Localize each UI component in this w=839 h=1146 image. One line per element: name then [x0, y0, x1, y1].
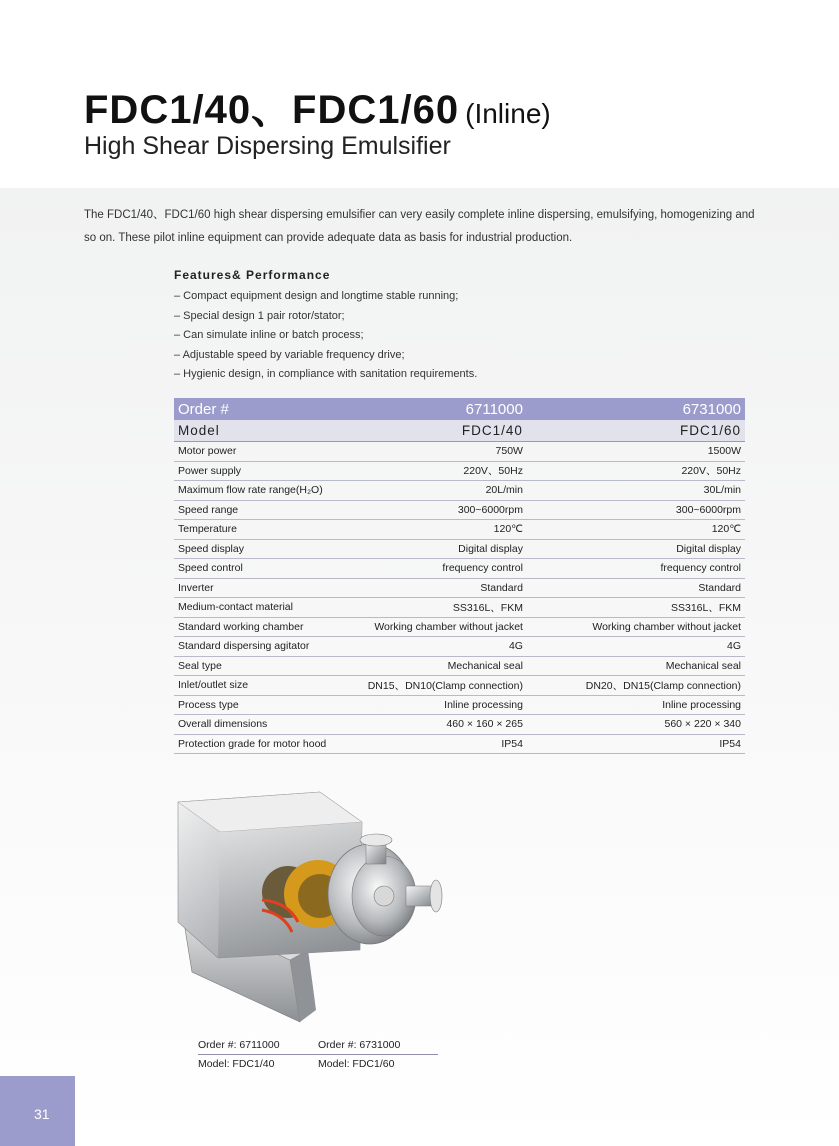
spec-label-cell: Speed control — [174, 559, 350, 579]
spec-value-cell: 1500W — [527, 442, 745, 462]
page-subtitle: High Shear Dispersing Emulsifier — [84, 132, 451, 160]
emulsifier-machine-illustration — [170, 782, 470, 1032]
spec-row — [174, 734, 745, 754]
spec-row — [174, 637, 745, 657]
features-title: Features& Performance — [174, 268, 331, 282]
spec-row — [174, 656, 745, 676]
spec-row — [174, 481, 745, 501]
features-list — [174, 287, 477, 385]
spec-value-cell: Standard — [527, 578, 745, 598]
spec-row — [174, 559, 745, 579]
page-title — [84, 78, 551, 135]
spec-label-cell: Standard working chamber — [174, 617, 350, 637]
spec-value-cell: Inline processing — [527, 695, 745, 715]
spec-value-cell: DN15、DN10(Clamp connection) — [350, 676, 527, 696]
spec-row — [174, 598, 745, 618]
spec-value-cell: Digital display — [350, 539, 527, 559]
spec-label-cell: Seal type — [174, 656, 350, 676]
header-cell: 6711000 — [350, 398, 527, 420]
spec-label-cell: Inlet/outlet size — [174, 676, 350, 696]
caption-order-1: Order #: 6711000 — [198, 1039, 280, 1051]
spec-row — [174, 578, 745, 598]
spec-value-cell: Standard — [350, 578, 527, 598]
feature-item: – Adjustable speed by variable frequency drive; — [174, 348, 405, 361]
spec-value-cell: SS316L、FKM — [350, 598, 527, 618]
spec-table — [174, 398, 745, 754]
spec-value-cell: Mechanical seal — [350, 656, 527, 676]
spec-value-cell: 220V、50Hz — [350, 461, 527, 481]
spec-value-cell: 460 × 160 × 265 — [350, 715, 527, 735]
spec-row — [174, 695, 745, 715]
spec-row — [174, 676, 745, 696]
spec-row — [174, 442, 745, 462]
title-model-names: FDC1/40、FDC1/60 — [84, 88, 460, 132]
spec-label-cell: Protection grade for motor hood — [174, 734, 350, 754]
spec-value-cell: 300~6000rpm — [527, 500, 745, 520]
caption-order-2: Order #: 6731000 — [318, 1039, 401, 1051]
intro-paragraph: The FDC1/40、FDC1/60 high shear dispersing emulsifier can very easily complete inline dispersing, emulsifying, homogenizing and so on. These pilot inline equipment can provide adequate data as basis for industrial production. — [84, 209, 755, 244]
spec-label-cell: Medium-contact material — [174, 598, 350, 618]
spec-value-cell: 4G — [527, 637, 745, 657]
spec-value-cell: SS316L、FKM — [527, 598, 745, 618]
model-cell: FDC1/40 — [350, 420, 527, 442]
spec-value-cell: 4G — [350, 637, 527, 657]
spec-label-cell: Inverter — [174, 578, 350, 598]
spec-value-cell: 30L/min — [527, 481, 745, 501]
feature-item: – Special design 1 pair rotor/stator; — [174, 309, 345, 322]
spec-value-cell: Digital display — [527, 539, 745, 559]
spec-label-cell: Speed range — [174, 500, 350, 520]
spec-row — [174, 461, 745, 481]
spec-value-cell: 300~6000rpm — [350, 500, 527, 520]
spec-value-cell: frequency control — [527, 559, 745, 579]
title-suffix: (Inline) — [465, 98, 551, 129]
spec-row — [174, 500, 745, 520]
feature-item: – Hygienic design, in compliance with sanitation requirements. — [174, 368, 478, 380]
feature-item: – Compact equipment design and longtime stable running; — [174, 290, 459, 302]
spec-row — [174, 617, 745, 637]
spec-value-cell: DN20、DN15(Clamp connection) — [527, 676, 745, 696]
header-cell: Order # — [174, 398, 350, 420]
caption-model-2: Model: FDC1/60 — [318, 1058, 395, 1070]
spec-value-cell: Working chamber without jacket — [527, 617, 745, 637]
spec-label-cell: Maximum flow rate range(H₂O) — [174, 481, 350, 501]
spec-value-cell: 120℃ — [527, 520, 745, 540]
model-cell: Model — [174, 420, 350, 442]
spec-value-cell: Inline processing — [350, 695, 527, 715]
caption-model-row — [198, 1055, 438, 1073]
spec-value-cell: 560 × 220 × 340 — [527, 715, 745, 735]
spec-value-cell: IP54 — [527, 734, 745, 754]
spec-value-cell: 20L/min — [350, 481, 527, 501]
spec-value-cell: 750W — [350, 442, 527, 462]
feature-item: – Can simulate inline or batch process; — [174, 329, 364, 341]
caption-model-1: Model: FDC1/40 — [198, 1058, 275, 1070]
spec-value-cell: 120℃ — [350, 520, 527, 540]
spec-value-cell: Working chamber without jacket — [350, 617, 527, 637]
spec-label-cell: Process type — [174, 695, 350, 715]
spec-label-cell: Power supply — [174, 461, 350, 481]
caption-order-row — [198, 1036, 438, 1055]
spec-label-cell: Overall dimensions — [174, 715, 350, 735]
spec-row — [174, 520, 745, 540]
spec-value-cell: Mechanical seal — [527, 656, 745, 676]
spec-value-cell: 220V、50Hz — [527, 461, 745, 481]
header-cell: 6731000 — [527, 398, 745, 420]
spec-row — [174, 539, 745, 559]
model-captions — [198, 1036, 438, 1073]
spec-label-cell: Standard dispersing agitator — [174, 637, 350, 657]
page-number: 31 — [34, 1106, 50, 1122]
spec-label-cell: Speed display — [174, 539, 350, 559]
model-cell: FDC1/60 — [527, 420, 745, 442]
spec-header-row — [174, 398, 745, 420]
spec-label-cell: Motor power — [174, 442, 350, 462]
spec-row — [174, 715, 745, 735]
spec-model-row — [174, 420, 745, 442]
spec-value-cell: IP54 — [350, 734, 527, 754]
spec-label-cell: Temperature — [174, 520, 350, 540]
spec-value-cell: frequency control — [350, 559, 527, 579]
